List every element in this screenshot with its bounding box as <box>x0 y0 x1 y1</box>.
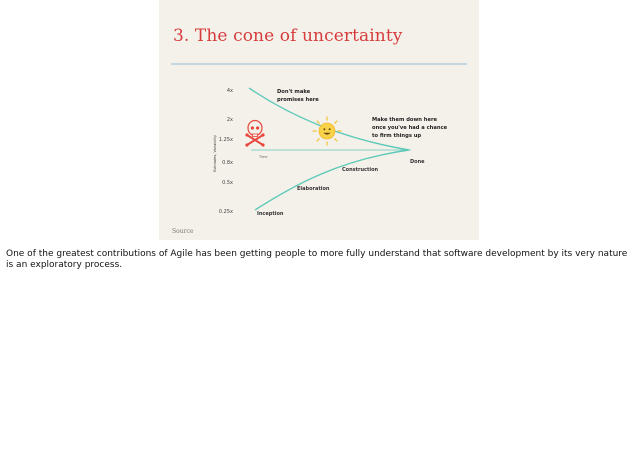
y-tick-0-8x: 0.8x <box>222 160 233 166</box>
annotation-dont-make <box>277 89 319 103</box>
annotation-make-them-down-line-1: Make them down here <box>372 117 438 123</box>
y-tick-0-5x: 0.5x <box>222 180 233 186</box>
annotation-make-them-down-line-2: once you've had a chance <box>372 125 448 131</box>
annotation-make-them-down <box>372 117 449 139</box>
source-label: Source <box>172 228 194 235</box>
slide-notes: One of the greatest contributions of Agile has been getting people to more fully understand that software development by its very nature is an exploratory process. <box>6 249 628 270</box>
skull-and-crossbones-icon <box>245 121 264 147</box>
y-tick-1-25x: 1.25x <box>218 137 233 143</box>
slide-title: 3. The cone of uncertainty <box>173 26 403 46</box>
phase-construction: Construction <box>342 167 379 173</box>
y-tick-2x: 2x <box>226 117 233 123</box>
y-tick-4x: 4x <box>226 88 233 94</box>
cone-lower-curve <box>255 150 409 210</box>
phase-elaboration: Elaboration <box>297 186 330 192</box>
annotation-dont-make-line-2: promises here <box>277 97 319 103</box>
phase-inception: Inception <box>257 211 284 217</box>
annotation-dont-make-line-1: Don't make <box>277 89 311 95</box>
y-tick-0-25x: 0.25x <box>218 209 233 215</box>
x-axis-label: Time <box>259 155 268 159</box>
y-axis-label: Estimates, Variability <box>213 135 217 172</box>
phase-done: Done <box>410 159 425 165</box>
annotation-make-them-down-line-3: to firm things up <box>372 133 422 139</box>
cone-of-uncertainty-diagram <box>159 0 479 240</box>
slide <box>159 0 479 240</box>
